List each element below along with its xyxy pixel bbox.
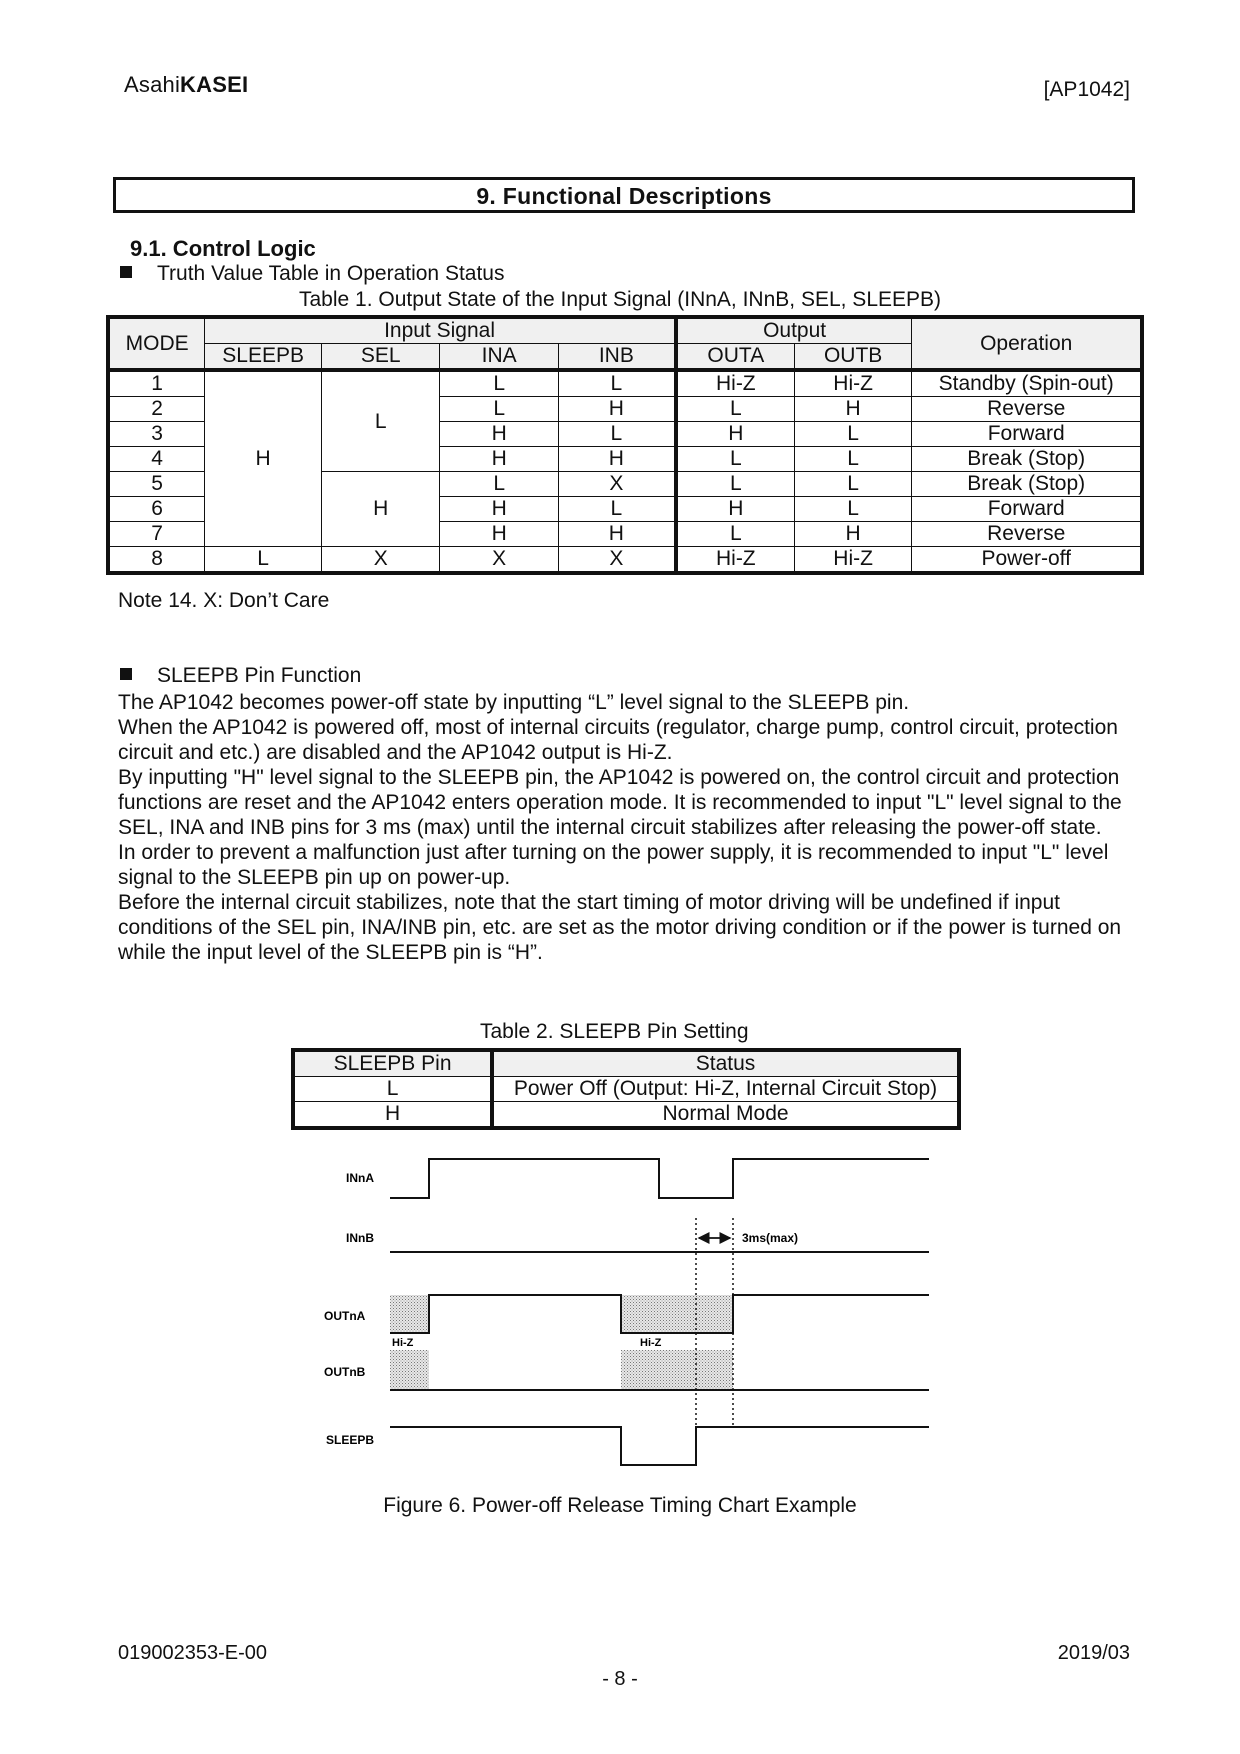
hiz-region-outnb-1 (390, 1350, 429, 1390)
signal-label-outnb: OUTnB (324, 1365, 366, 1379)
cell-pin: L (293, 1077, 492, 1102)
timing-chart (300, 1140, 960, 1480)
cell-inb: H (558, 397, 675, 422)
cell-inb: L (558, 497, 675, 522)
cell-ina: L (440, 472, 558, 497)
header-sleepb-pin: SLEEPB Pin (293, 1050, 492, 1077)
paragraph: When the AP1042 is powered off, most of internal circuits (regulator, charge pump, control circuit, protection circuit and etc.) are disabled and the AP1042 output is Hi-Z. (118, 716, 1118, 764)
cell-ina: X (440, 547, 558, 574)
table-row (293, 1077, 959, 1102)
sleepb-bullet-text: SLEEPB Pin Function (157, 664, 362, 687)
cell-outa: L (676, 447, 795, 472)
cell-ina: H (440, 497, 558, 522)
signal-label-sleepb: SLEEPB (326, 1433, 375, 1447)
hiz-region-outna-1 (390, 1295, 429, 1333)
cell-mode: 7 (108, 522, 205, 547)
cell-outa: L (676, 472, 795, 497)
hiz-region-outnb-2 (621, 1350, 733, 1390)
cell-operation: Reverse (912, 522, 1142, 547)
cell-outa: H (676, 497, 795, 522)
cell-operation: Forward (912, 422, 1142, 447)
subsection-title: 9.1. Control Logic (130, 236, 316, 261)
header-sel: SEL (322, 344, 440, 371)
cell-outa: H (676, 422, 795, 447)
header-inb: INB (558, 344, 675, 371)
hiz-label-2: Hi-Z (640, 1337, 662, 1349)
cell-pin: H (293, 1102, 492, 1129)
cell-operation: Break (Stop) (912, 447, 1142, 472)
paragraph: In order to prevent a malfunction just after turning on the power supply, it is recommended to input "L" level signal to the SLEEPB pin up on power-up. (118, 841, 1109, 889)
cell-operation: Power-off (912, 547, 1142, 574)
header-status: Status (492, 1050, 959, 1077)
bullet-square-icon (120, 668, 132, 680)
signal-label-inna: INnA (346, 1171, 374, 1185)
cell-inb: L (558, 370, 675, 397)
cell-inb: L (558, 422, 675, 447)
cell-inb: H (558, 522, 675, 547)
cell-sleepb-merged: H (205, 370, 322, 547)
header-input-signal: Input Signal (205, 317, 676, 344)
cell-mode: 8 (108, 547, 205, 574)
cell-ina: H (440, 422, 558, 447)
cell-sleepb: L (205, 547, 322, 574)
waveform-sleepb (390, 1427, 929, 1465)
header-ina: INA (440, 344, 558, 371)
cell-outb: Hi-Z (794, 547, 912, 574)
cell-outa: Hi-Z (676, 547, 795, 574)
cell-outb: L (794, 497, 912, 522)
cell-mode: 4 (108, 447, 205, 472)
bullet-square-icon (120, 266, 132, 278)
footer-doc-number: 019002353-E-00 (118, 1642, 268, 1664)
cell-status: Power Off (Output: Hi-Z, Internal Circuit Stop) (492, 1077, 959, 1102)
cell-inb: X (558, 547, 675, 574)
company-logo (124, 72, 248, 98)
cell-operation: Forward (912, 497, 1142, 522)
signal-label-innb: INnB (346, 1231, 374, 1245)
table1-caption: Table 1. Output State of the Input Signal (INnA, INnB, SEL, SLEEPB) (298, 288, 942, 311)
cell-mode: 3 (108, 422, 205, 447)
header-operation: Operation (912, 317, 1142, 370)
sleepb-description (118, 690, 1138, 965)
cell-outb: L (794, 472, 912, 497)
cell-sel-merged-l: L (322, 370, 440, 472)
truth-table-bullet (120, 262, 504, 286)
section-title: 9. Functional Descriptions (113, 177, 1135, 213)
signal-label-outna: OUTnA (324, 1309, 366, 1323)
cell-outb: H (794, 522, 912, 547)
cell-mode: 5 (108, 472, 205, 497)
sleepb-setting-table (291, 1048, 961, 1130)
logo-regular: Asahi (124, 72, 181, 97)
delay-label: 3ms(max) (742, 1231, 799, 1245)
truth-table-bullet-text: Truth Value Table in Operation Status (157, 262, 505, 285)
table-row (108, 370, 1142, 397)
paragraph: The AP1042 becomes power-off state by inputting “L” level signal to the SLEEPB pin. (118, 691, 910, 714)
cell-inb: X (558, 472, 675, 497)
truth-table (106, 315, 1144, 575)
cell-operation: Break (Stop) (912, 472, 1142, 497)
cell-outa: L (676, 397, 795, 422)
header-outa: OUTA (676, 344, 795, 371)
figure-caption: Figure 6. Power-off Release Timing Chart Example (383, 1494, 857, 1517)
cell-ina: L (440, 397, 558, 422)
cell-sel: X (322, 547, 440, 574)
waveform-inna (390, 1159, 929, 1198)
cell-outb: Hi-Z (794, 370, 912, 397)
logo-bold: KASEI (180, 72, 249, 97)
cell-mode: 2 (108, 397, 205, 422)
cell-ina: H (440, 522, 558, 547)
cell-mode: 6 (108, 497, 205, 522)
table-row (108, 547, 1142, 574)
paragraph: By inputting "H" level signal to the SLEEPB pin, the AP1042 is powered on, the control circuit and protection functions are reset and the AP1042 enters operation mode. It is recommended to input "L" level signal to the SEL, INA and INB pins for 3 ms (max) until the internal circuit stabilizes after releasing the power-off state. (118, 766, 1122, 839)
cell-operation: Reverse (912, 397, 1142, 422)
cell-outa: L (676, 522, 795, 547)
cell-ina: L (440, 370, 558, 397)
hiz-region-outna-2 (621, 1295, 733, 1333)
header-sleepb: SLEEPB (205, 344, 322, 371)
cell-ina: H (440, 447, 558, 472)
cell-outa: Hi-Z (676, 370, 795, 397)
paragraph: Before the internal circuit stabilizes, note that the start timing of motor driving will be undefined if input conditions of the SEL pin, INA/INB pin, etc. are set as the motor driving condition or if the power is turned on while the input level of the SLEEPB pin is “H”. (118, 891, 1122, 964)
cell-sel-merged-h: H (322, 472, 440, 547)
cell-outb: H (794, 397, 912, 422)
table-note: Note 14. X: Don’t Care (118, 589, 330, 612)
table2-caption: Table 2. SLEEPB Pin Setting (480, 1020, 749, 1043)
header-outb: OUTB (794, 344, 912, 371)
cell-status: Normal Mode (492, 1102, 959, 1129)
header-mode: MODE (108, 317, 205, 370)
sleepb-bullet (120, 664, 361, 688)
document-code: [AP1042] (1043, 78, 1130, 101)
page-number: - 8 - (602, 1668, 638, 1690)
header-output: Output (676, 317, 912, 344)
cell-outb: L (794, 447, 912, 472)
footer-date: 2019/03 (1057, 1642, 1130, 1664)
table-row (293, 1102, 959, 1129)
cell-inb: H (558, 447, 675, 472)
cell-outb: L (794, 422, 912, 447)
cell-mode: 1 (108, 370, 205, 397)
hiz-label-1: Hi-Z (392, 1337, 414, 1349)
cell-operation: Standby (Spin-out) (912, 370, 1142, 397)
